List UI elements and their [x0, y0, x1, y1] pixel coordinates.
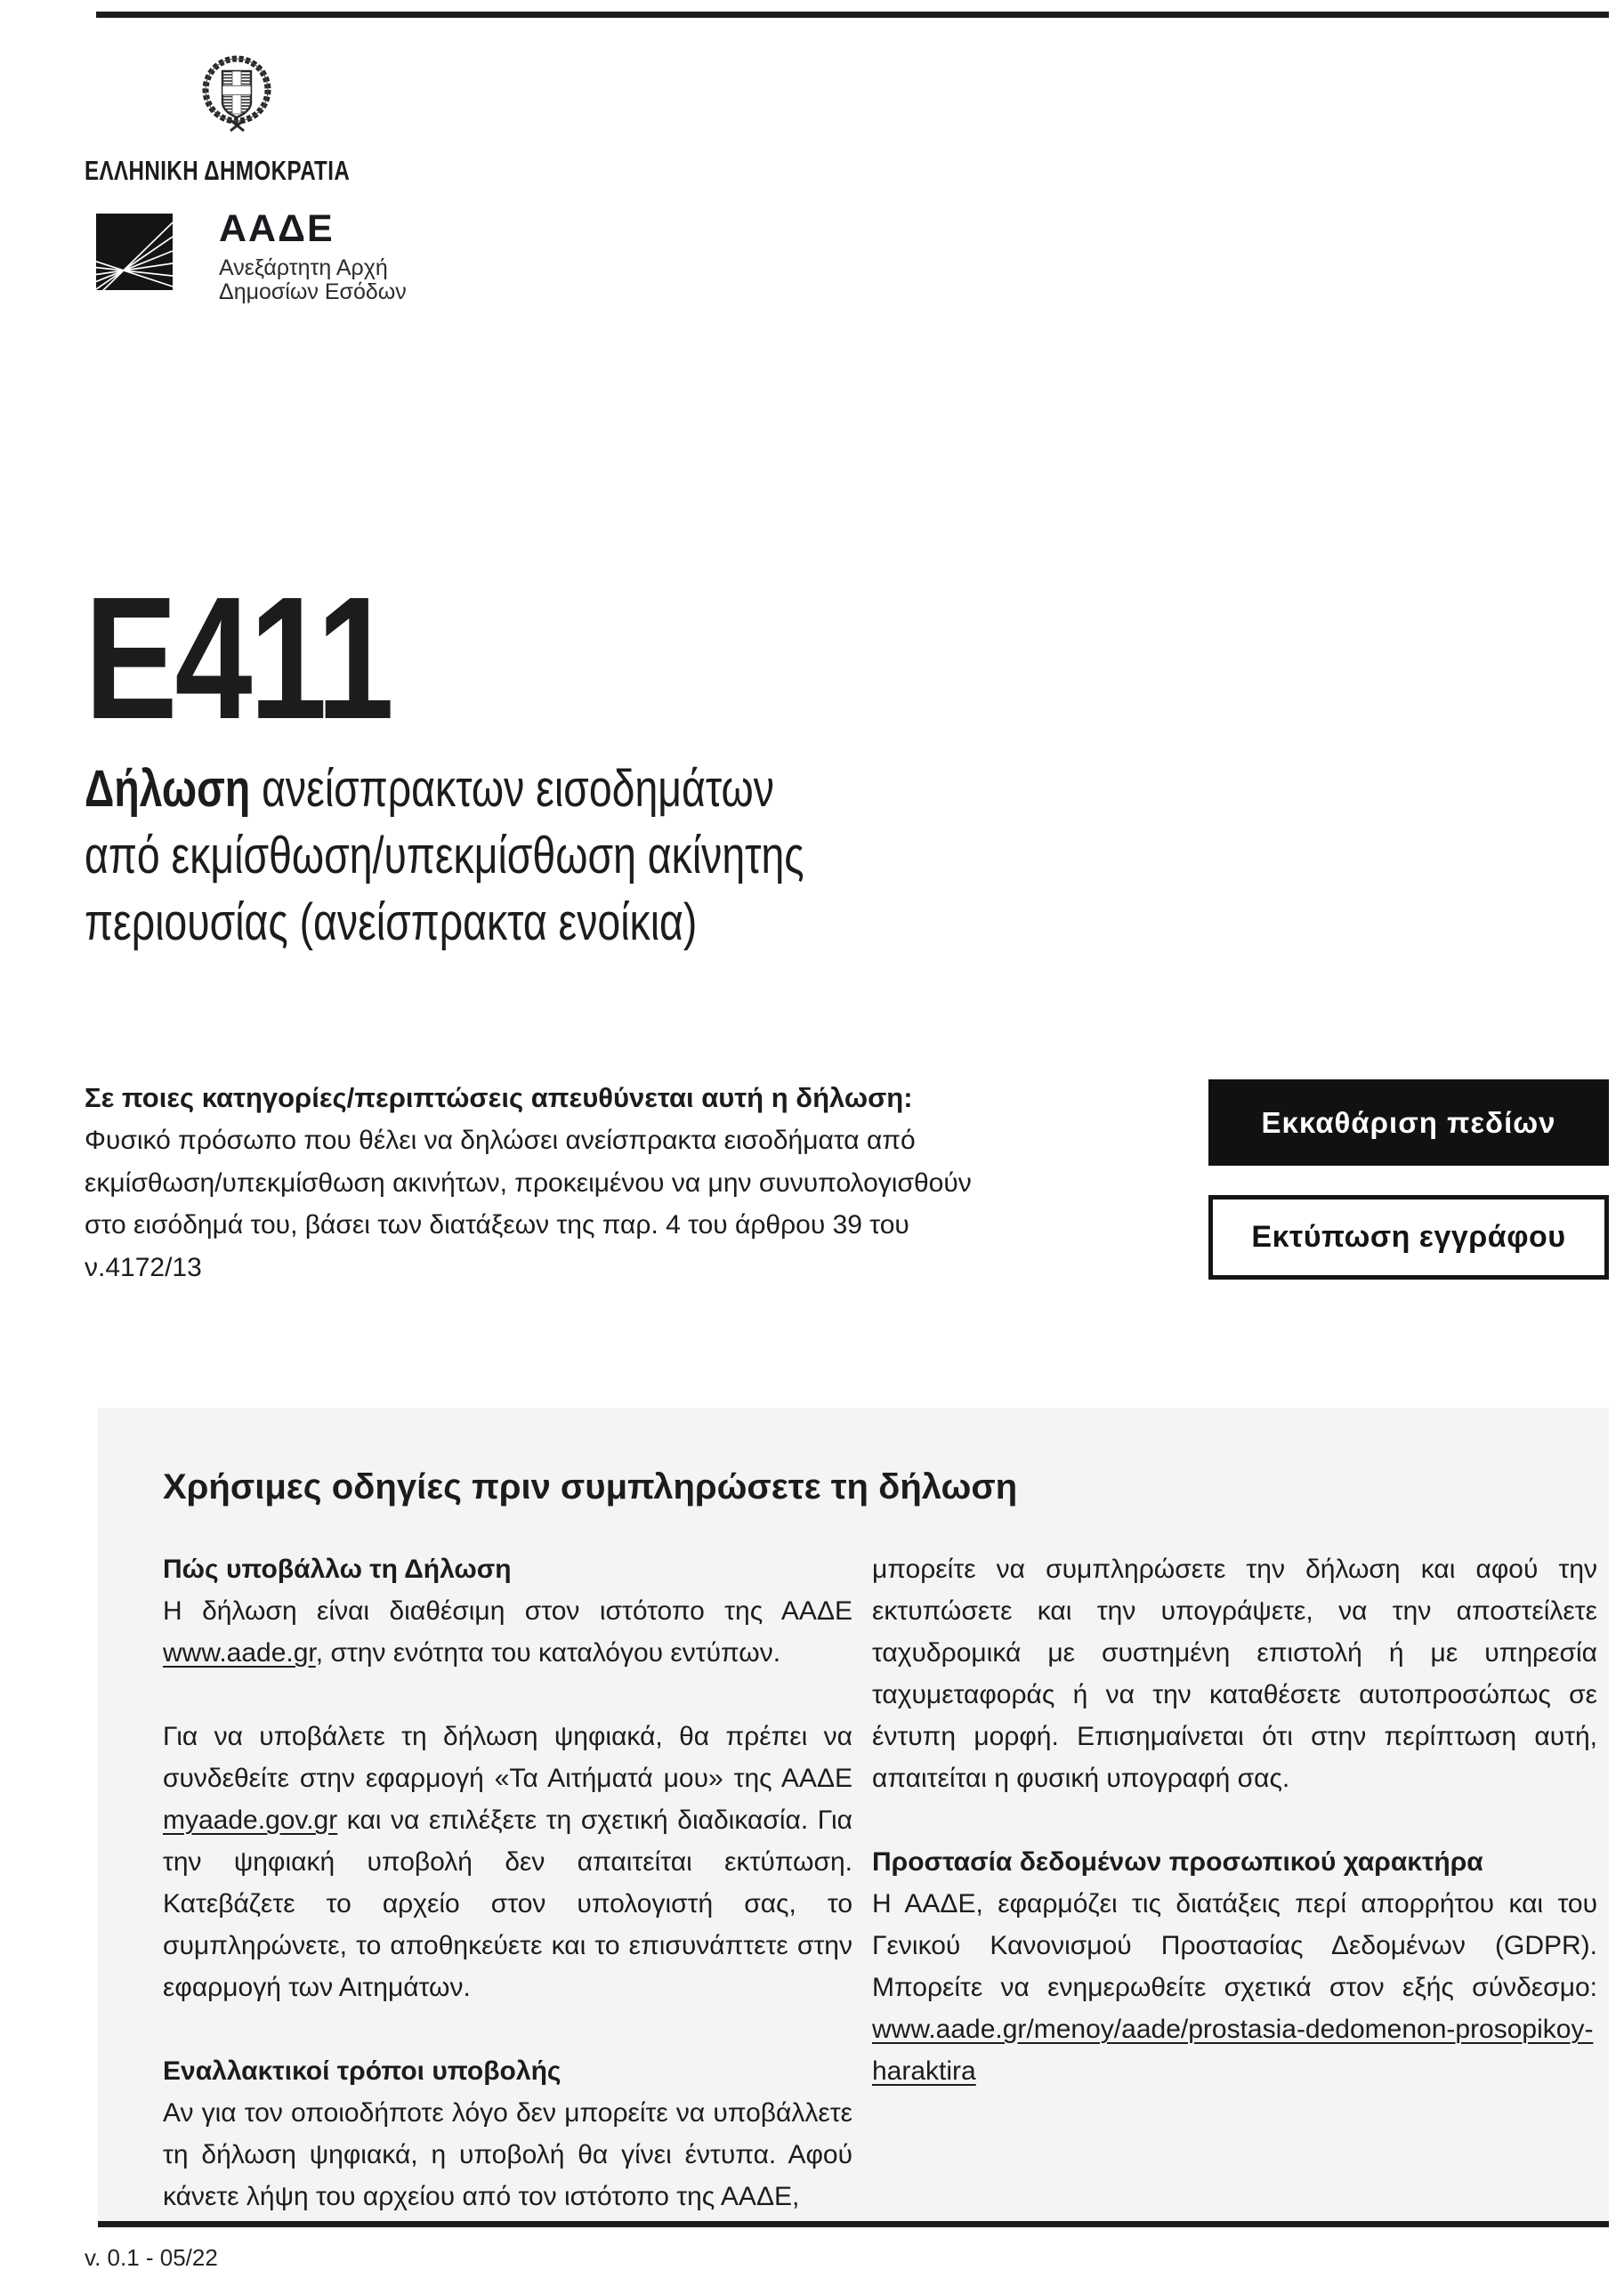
gdpr-heading: Προστασία δεδομένων προσωπικού χαρακτήρα [872, 1847, 1483, 1877]
form-title-rest: ανείσπρακτων εισοδημάτων από εκμίσθωση/υπεκμίσθωση ακίνητης περιουσίας (ανείσπρακτα ενοίκια) [85, 760, 804, 952]
paragraph-text: Η δήλωση είναι διαθέσιμη στον ιστότοπο της ΑΑΔΕ [163, 1596, 852, 1626]
aade-name-line1: Ανεξάρτητη Αρχή [219, 255, 388, 280]
print-document-button[interactable]: Εκτύπωση εγγράφου [1208, 1195, 1609, 1280]
form-title-bold: Δήλωση [85, 760, 251, 819]
how-to-submit-paragraph-2 [163, 1716, 852, 2008]
aade-acronym: ΑΑΔΕ [219, 207, 335, 250]
gdpr-link[interactable]: www.aade.gr/menoy/aade/prostasia-dedomenon-prosopikoy-haraktira [872, 2015, 1594, 2086]
instructions-panel [98, 1408, 1609, 2227]
form-title [85, 755, 811, 956]
myaade-link[interactable]: myaade.gov.gr [163, 1805, 338, 1835]
how-to-submit-heading: Πώς υποβάλλω τη Δήλωση [163, 1555, 512, 1584]
aade-brand-text [219, 207, 407, 304]
instructions-title: Χρήσιμες οδηγίες πριν συμπληρώσετε τη δήλωση [163, 1467, 1018, 1507]
instructions-left-column [163, 1548, 852, 2217]
version-label: v. 0.1 - 05/22 [85, 2244, 218, 2271]
alternative-methods-paragraph: Αν για τον οποιοδήποτε λόγο δεν μπορείτε να υποβάλλετε τη δήλωση ψηφιακά, η υποβολή θα γίνει έντυπα. Αφού κάνετε λήψη του αρχείου από τον ιστότοπο της ΑΑΔΕ, [163, 2098, 852, 2211]
instructions-right-column [872, 1548, 1597, 2217]
aade-logo-icon [96, 214, 173, 290]
alternative-methods-continued: μπορείτε να συμπληρώσετε την δήλωση και αφού την εκτυπώσετε και την υπογράψετε, να την αποστείλετε ταχυδρομικά με συστημένη επιστολή ή με υπηρεσία ταχυμεταφοράς ή να την καταθέσετε αυτοπροσώπως σε έντυπη μορφή. Επισημαίνεται ότι στην περίπτωση αυτή, απαιτείται η φυσική υπογραφή σας. [872, 1555, 1597, 1793]
top-rule [96, 12, 1609, 18]
form-code-title: E411 [85, 561, 392, 755]
paragraph-text: Η ΑΑΔΕ, εφαρμόζει τις διατάξεις περί απορρήτου και του Γενικού Κανονισμού Προστασίας Δεδομένων (GDPR). Μπορείτε να ενημερωθείτε σχετικά στον εξής σύνδεσμο: [872, 1889, 1597, 2002]
instructions-columns [163, 1548, 1609, 2217]
paragraph-text: Για να υποβάλετε τη δήλωση ψηφιακά, θα πρέπει να συνδεθείτε στην εφαρμογή «Τα Αιτήματά μου» της ΑΑΔΕ [163, 1722, 852, 1793]
form-actions [1208, 1079, 1609, 1280]
greek-coat-of-arms-icon [196, 52, 278, 133]
audience-section [85, 1077, 997, 1288]
aade-name-line2: Δημοσίων Εσόδων [219, 279, 407, 304]
audience-body: Φυσικό πρόσωπο που θέλει να δηλώσει ανείσπρακτα εισοδήματα από εκμίσθωση/υπεκμίσθωση ακινήτων, προκειμένου να μην συνυπολογισθούν στο εισόδημά του, βάσει των διατάξεων της παρ. 4 του άρθρου 39 του ν.4172/13 [85, 1126, 972, 1282]
form-header [85, 561, 811, 956]
gdpr-paragraph [872, 1883, 1597, 2092]
paragraph-text: , στην ενότητα του καταλόγου εντύπων. [315, 1638, 781, 1668]
how-to-submit-paragraph-1 [163, 1590, 852, 1674]
hellenic-republic-label: ΕΛΛΗΝΙΚΗ ΔΗΜΟΚΡΑΤΙΑ [85, 155, 351, 186]
audience-heading: Σε ποιες κατηγορίες/περιπτώσεις απευθύνεται αυτή η δήλωση: [85, 1082, 913, 1113]
aade-site-link[interactable]: www.aade.gr [163, 1638, 316, 1668]
paragraph-text: και να επιλέξετε τη σχετική διαδικασία. Για την ψηφιακή υποβολή δεν απαιτείται εκτύπωση. Κατεβάζετε το αρχείο στον υπολογιστή σας, το συμπληρώνετε, το αποθηκεύετε και το επισυνάπτετε στην εφαρμογή των Αιτημάτων. [163, 1805, 852, 2002]
alternative-methods-heading: Εναλλακτικοί τρόποι υποβολής [163, 2056, 562, 2086]
clear-fields-button[interactable]: Εκκαθάριση πεδίων [1208, 1079, 1609, 1166]
